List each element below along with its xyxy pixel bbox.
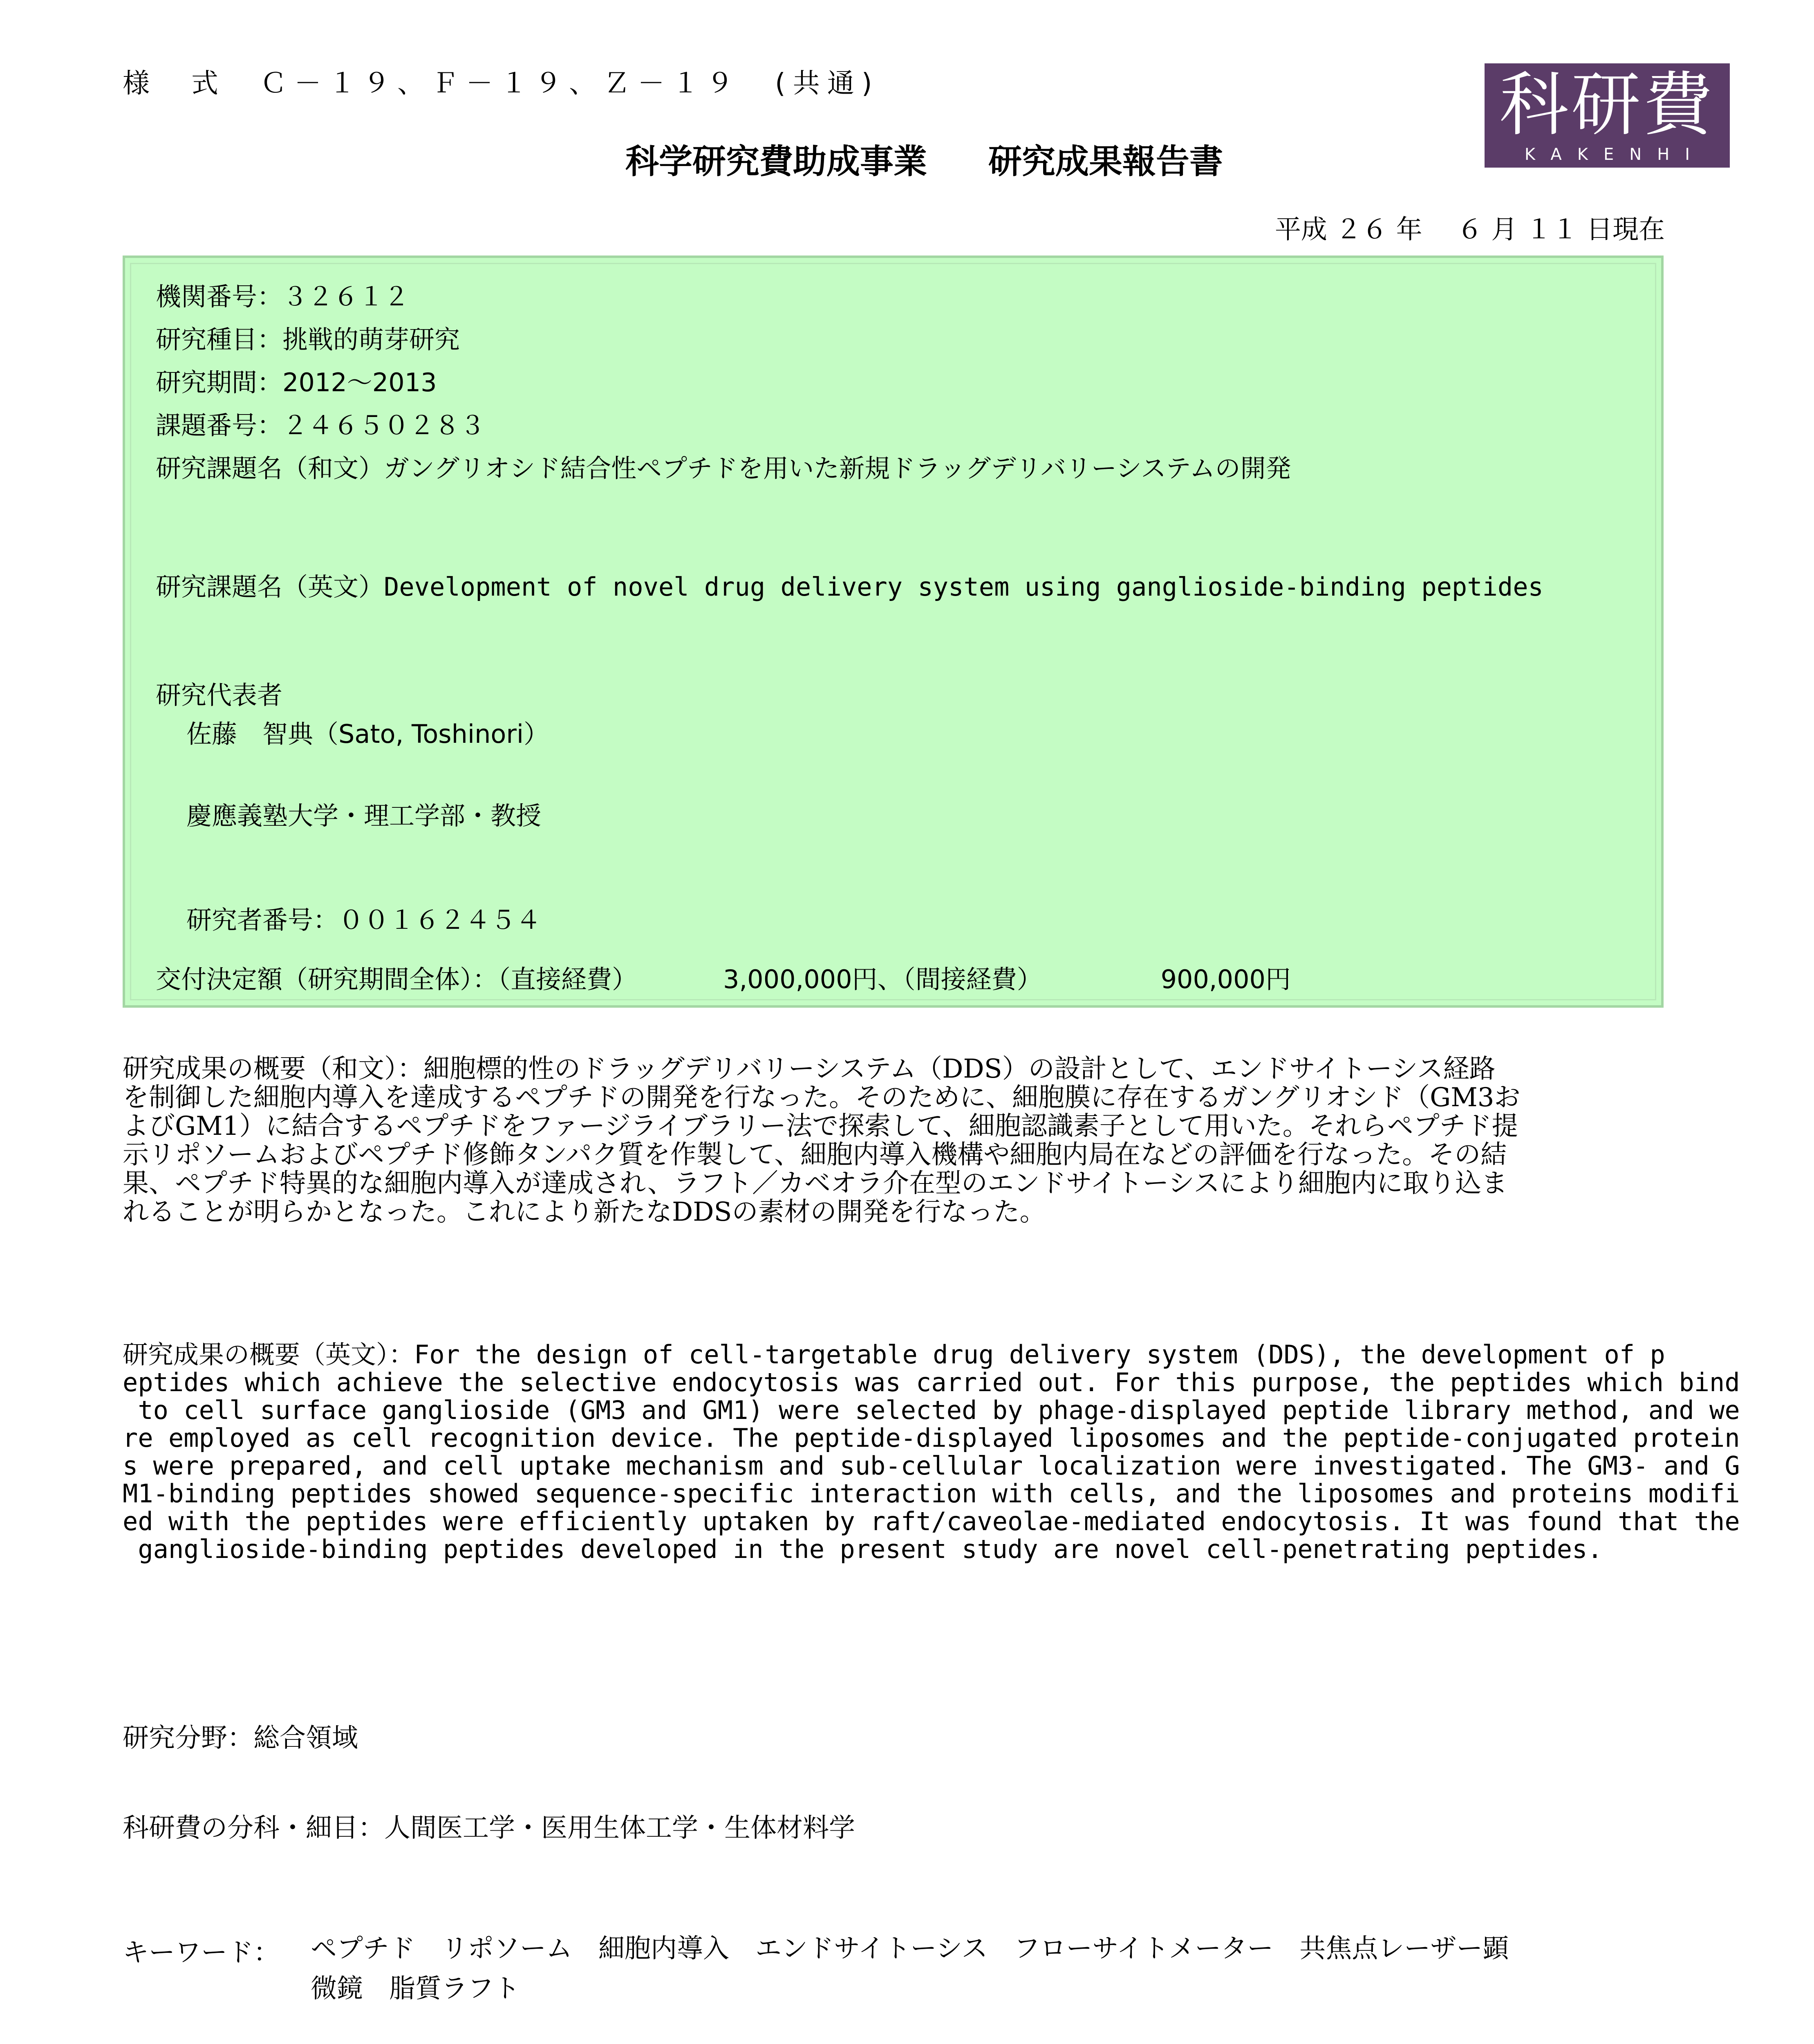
report-date: 平成 ２６ 年 ６ 月 １１ 日現在 — [1274, 215, 1665, 245]
researcher-no-label: 研究者番号： — [186, 905, 339, 935]
researcher-no-value: ００１６２４５４ — [338, 905, 542, 935]
project-number — [156, 405, 485, 442]
researcher-number — [186, 900, 541, 936]
keywords-label: キーワード： — [123, 1938, 280, 1968]
subject-label: 科研費の分科・細目： — [123, 1813, 384, 1843]
title-en-value: Development of novel drug delivery system using ganglioside-binding peptides — [384, 572, 1543, 602]
research-field — [123, 1717, 358, 1755]
summary-en-line: ed with the peptides were efficiently uptaken by raft/caveolae-mediated endocytosis. It was found that the — [123, 1506, 1740, 1536]
title-ja-value: ガングリオシド結合性ペプチドを用いた新規ドラッグデリバリーシステムの開発 — [384, 453, 1291, 483]
pi-affiliation: 慶應義塾大学・理工学部・教授 — [186, 801, 542, 831]
indirect-cost: 900,000円 — [1160, 964, 1291, 994]
institution-value: ３２６１２ — [282, 282, 410, 312]
keywords — [311, 1927, 1509, 2005]
logo-kanji: 科研費 — [1499, 65, 1715, 146]
research-period — [156, 362, 437, 399]
summary-en-line: 研究成果の概要（英文）：For the design of cell-targetable drug delivery system (DDS), the development of p — [123, 1340, 1665, 1369]
summary-en-line: ganglioside-binding peptides developed in the present study are novel cell-penetrating peptides. — [123, 1534, 1603, 1564]
project-no-label: 課題番号： — [156, 410, 283, 440]
title-report: 研究成果報告書 — [988, 142, 1223, 181]
summary-en-line: re employed as cell recognition device. The peptide-displayed liposomes and the peptide-conjugated protein — [123, 1423, 1740, 1453]
title-program: 科学研究費助成事業 — [625, 142, 927, 181]
summary-ja — [123, 1055, 1676, 1226]
grant-amount — [156, 959, 1291, 995]
project-no-value: ２４６５０２８３ — [282, 410, 486, 440]
subject-category — [123, 1807, 855, 1845]
grant-label: 交付決定額（研究期間全体）：（直接経費） — [156, 964, 638, 994]
summary-ja-line: を制御した細胞内導入を達成するペプチドの開発を行なった。そのために、細胞膜に存在するガングリオシド（GM3お — [123, 1083, 1521, 1113]
form-id: 様 式 Ｃ－１９、Ｆ－１９、Ｚ－１９ (共通) — [123, 67, 880, 99]
title-en-label: 研究課題名（英文） — [156, 572, 384, 602]
summary-ja-line: よびGM1）に結合するペプチドをファージライブラリー法で探索して、細胞認識素子として用いた。それらペプチド提 — [123, 1111, 1518, 1141]
summary-ja-line: 研究成果の概要（和文）：細胞標的性のドラッグデリバリーシステム（DDS）の設計として、エンドサイトーシス経路 — [123, 1054, 1496, 1084]
summary-ja-line: れることが明らかとなった。これにより新たなDDSの素材の開発を行なった。 — [123, 1197, 1046, 1227]
institution-number — [156, 276, 409, 313]
kakenhi-logo — [1485, 63, 1730, 168]
pi-name: 佐藤 智典（Sato, Toshinori） — [186, 719, 549, 749]
project-title-ja — [156, 448, 1291, 484]
summary-en-line: to cell surface ganglioside (GM3 and GM1) were selected by phage-displayed peptide library method, and we — [123, 1395, 1740, 1425]
research-category — [156, 319, 460, 356]
keywords-line: ペプチド リポソーム 細胞内導入 エンドサイトーシス フローサイトメーター 共焦点レーザー顕 — [311, 1934, 1509, 1964]
keywords-line: 微鏡 脂質ラフト — [311, 1974, 520, 2004]
subject-value: 人間医工学・医用生体工学・生体材料学 — [384, 1813, 855, 1843]
summary-ja-line: 果、ペプチド特異的な細胞内導入が達成され、ラフト／カベオラ介在型のエンドサイトーシスにより細胞内に取り込ま — [123, 1168, 1508, 1199]
project-info-box — [123, 256, 1664, 1008]
summary-en-line: eptides which achieve the selective endocytosis was carried out. For this purpose, the peptides which bind — [123, 1367, 1740, 1397]
direct-cost: 3,000,000円 — [723, 964, 878, 994]
summary-en-line: s were prepared, and cell uptake mechanism and sub-cellular localization were investigated. The GM3- and G — [123, 1451, 1740, 1481]
logo-latin: KAKENHI — [1524, 145, 1706, 164]
summary-en-line: M1-binding peptides showed sequence-specific interaction with cells, and the liposomes and proteins modifi — [123, 1479, 1740, 1508]
title-ja-label: 研究課題名（和文） — [156, 453, 384, 483]
summary-en — [123, 1340, 1740, 1564]
institution-label: 機関番号： — [156, 282, 283, 312]
period-value: 2012～2013 — [282, 368, 437, 397]
category-value: 挑戦的萌芽研究 — [282, 325, 460, 354]
field-value: 総合領域 — [253, 1723, 358, 1753]
summary-ja-line: 示リポソームおよびペプチド修飾タンパク質を作製して、細胞内導入機構や細胞内局在などの評価を行なった。その結 — [123, 1140, 1507, 1170]
period-label: 研究期間： — [156, 368, 283, 397]
category-label: 研究種目： — [156, 325, 283, 354]
indirect-label: 、（間接経費） — [877, 964, 1042, 994]
pi-label: 研究代表者 — [156, 680, 283, 710]
field-label: 研究分野： — [123, 1723, 253, 1753]
document-title — [625, 135, 1223, 183]
project-title-en — [156, 567, 1543, 603]
